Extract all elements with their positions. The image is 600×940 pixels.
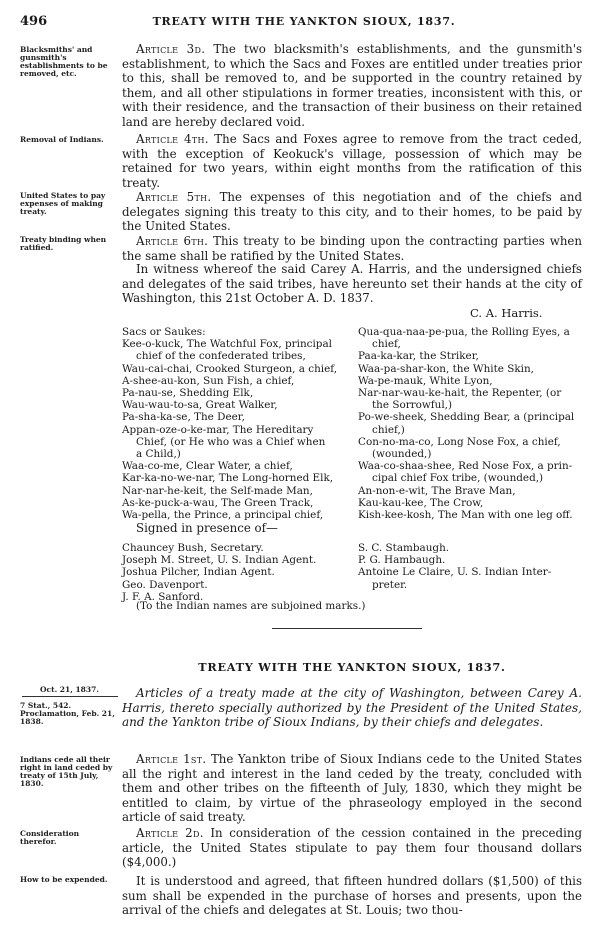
sidenote-blacksmiths: Blacksmiths' and gunsmith's establishments to be removed, etc.: [20, 45, 108, 78]
treaty2-article-2-label: Article 2d.: [136, 826, 204, 840]
witnesses-left: [122, 542, 354, 603]
treaty2-article-2: [122, 826, 582, 870]
signatory-line: Pa-sha-ka-se, The Deer,: [122, 411, 245, 424]
article-3-label: Article 3d.: [136, 42, 206, 56]
witness-line: S. C. Stambaugh.: [358, 542, 450, 554]
signatory-line: Kau-kau-kee, The Crow,: [358, 496, 484, 509]
signatory-line: the Sorrowful,): [372, 399, 452, 412]
sidenote-expended: How to be expended.: [20, 875, 108, 884]
signatory-line: Nar-nar-he-keit, the Self-made Man,: [122, 484, 313, 497]
article-3: [122, 42, 582, 130]
signatory-line: Pa-nau-se, Shedding Elk,: [122, 387, 254, 400]
signatory-line: Con-no-ma-co, Long Nose Fox, a chief,: [358, 435, 561, 448]
signatory-line: An-non-e-wit, The Brave Man,: [358, 484, 516, 497]
article-5: [122, 190, 582, 234]
signatory-line: Nar-nar-wau-ke-hait, the Repenter, (or: [358, 387, 562, 400]
witness-line: Chauncey Bush, Secretary.: [122, 542, 264, 554]
signatory-line: Waa-pa-shar-kon, the White Skin,: [358, 362, 534, 375]
treaty2-title: TREATY WITH THE YANKTON SIOUX, 1837.: [198, 660, 506, 674]
witness-line: Antoine Le Claire, U. S. Indian Inter-: [358, 566, 552, 579]
treaty2-last-paragraph: It is understood and agreed, that fifteen hundred dollars ($1,500) of this sum shall be expended in the purchase of horses and presents, upon the arrival of the chiefs and delegates at St. Louis; two thou-: [122, 874, 582, 918]
sidenote-removal: Removal of Indians.: [20, 135, 104, 144]
sidenote-consideration: Consideration therefor.: [20, 829, 80, 846]
signatory-line: Wau-wau-to-sa, Great Walker,: [122, 399, 278, 412]
signatory-line: Waa-co-shaa-shee, Red Nose Fox, a prin-: [358, 460, 573, 473]
signatory-line: Kish-kee-kosh, The Man with one leg off.: [358, 509, 573, 522]
page-header: [20, 14, 588, 28]
sidenote-rule: [22, 696, 118, 697]
marks-note: (To the Indian names are subjoined marks.): [136, 600, 366, 612]
witness-paragraph: In witness whereof the said Carey A. Harris, and the undersigned chiefs and delegates of the said tribes, have hereunto set their hands at the city of Washington, this 21st October A. D. 1837.: [122, 262, 582, 306]
signatory-line: Wa-pella, the Prince, a principal chief,: [122, 509, 324, 522]
treaty2-article-2-text: In consideration of the cession contained in the preceding article, the United States stipulate to pay them four thousand dollars ($4,000.): [122, 826, 582, 870]
article-6-label: Article 6th.: [136, 234, 209, 248]
signer-harris: C. A. Harris.: [470, 306, 543, 320]
signatory-line: As-ke-puck-a-wau, The Green Track,: [122, 496, 314, 509]
treaty2-article-1: [122, 752, 582, 825]
signatory-line: Wa-pe-mauk, White Lyon,: [358, 374, 493, 387]
article-6-text: This treaty to be binding upon the contracting parties when the same shall be ratified by the United States.: [122, 234, 583, 263]
article-5-text: The expenses of this negotiation and of the chiefs and delegates signing this treaty to this city, and to their homes, to be paid by the United States.: [122, 190, 582, 234]
signatory-line: chief of the confederated tribes,: [136, 350, 306, 363]
signatory-line: Wau-cai-chai, Crooked Sturgeon, a chief,: [122, 362, 338, 375]
article-5-label: Article 5th.: [136, 190, 212, 204]
sidenote-expenses: United States to pay expenses of making treaty.: [20, 191, 106, 216]
sidenote-stat: 7 Stat., 542. Proclamation, Feb. 21, 1838.: [20, 701, 115, 726]
signatory-line: A-shee-au-kon, Sun Fish, a chief,: [122, 374, 295, 387]
article-4: [122, 132, 582, 190]
witnesses-heading: Signed in presence of—: [136, 521, 278, 535]
witness-line: Geo. Davenport.: [122, 578, 208, 591]
signatory-line: chief,): [372, 423, 405, 436]
witness-line: J. F. A. Sanford.: [122, 590, 204, 603]
witness-line: Joshua Pilcher, Indian Agent.: [122, 566, 275, 579]
signatory-line: Sacs or Saukes:: [122, 326, 206, 338]
treaty2-article-1-text: The Yankton tribe of Sioux Indians cede to the United States all the right and interest in the land ceded by the treaty, concluded with them and other tribes on the fifteenth of July, 1830, which they might be entitled to claim, by virtue of the phraseology employed in the second article of said treaty.: [122, 752, 583, 825]
signatory-line: Kar-ka-no-we-nar, The Long-horned Elk,: [122, 472, 334, 485]
treaty2-preamble: Articles of a treaty made at the city of Washington, between Carey A. Harris, thereto specially authorized by the President of the United States, and the Yankton tribe of Sioux Indians, by their chiefs and delegates.: [122, 686, 582, 730]
signatory-line: cipal chief Fox tribe, (wounded,): [372, 472, 544, 485]
witness-line: preter.: [372, 578, 408, 591]
signatory-line: Paa-ka-kar, the Striker,: [358, 350, 479, 363]
signatories-left: [122, 326, 354, 521]
signatory-line: Po-we-sheek, Shedding Bear, a (principal: [358, 411, 575, 424]
signatory-line: Appan-oze-o-ke-mar, The Hereditary: [122, 423, 314, 436]
page-number: 496: [20, 14, 48, 29]
witnesses-right: [358, 542, 586, 591]
signatories-right: [358, 326, 586, 521]
article-3-text: The two blacksmith's establishments, and the gunsmith's establishment, to which the Sacs and Foxes are entitled under treaties prior to this, shall be removed to, and be supported in the country retained by them, and all other stipulations in former treaties, inconsistent with this, or with their residence, and the transaction of their business on their retained land are hereby declared void.: [122, 42, 582, 129]
signatory-line: chief,: [372, 338, 401, 351]
signatory-line: Kee-o-kuck, The Watchful Fox, principal: [122, 338, 332, 351]
signatory-line: a Child,): [136, 448, 181, 461]
article-4-label: Article 4th.: [136, 132, 209, 146]
signatory-line: Chief, (or He who was a Chief when: [136, 435, 326, 448]
article-6: [122, 234, 582, 263]
witness-line: P. G. Hambaugh.: [358, 554, 446, 567]
sidenote-cede: Indians cede all their right in land ceded by treaty of 15th July, 1830.: [20, 755, 113, 788]
running-title: TREATY WITH THE YANKTON SIOUX, 1837.: [152, 15, 456, 28]
section-divider: [272, 628, 422, 629]
article-4-text: The Sacs and Foxes agree to remove from the tract ceded, with the exception of Keokuck's village, possession of which may be retained for two years, within eight months from the ratification of this treaty.: [122, 132, 583, 190]
signatory-line: (wounded,): [372, 448, 432, 461]
sidenote-date: Oct. 21, 1837.: [40, 685, 99, 694]
witness-line: Joseph M. Street, U. S. Indian Agent.: [122, 554, 317, 567]
signatory-line: Waa-co-me, Clear Water, a chief,: [122, 460, 293, 473]
signatory-line: Qua-qua-naa-pe-pua, the Rolling Eyes, a: [358, 326, 570, 338]
sidenote-binding: Treaty binding when ratified.: [20, 235, 107, 252]
treaty2-article-1-label: Article 1st.: [136, 752, 207, 766]
